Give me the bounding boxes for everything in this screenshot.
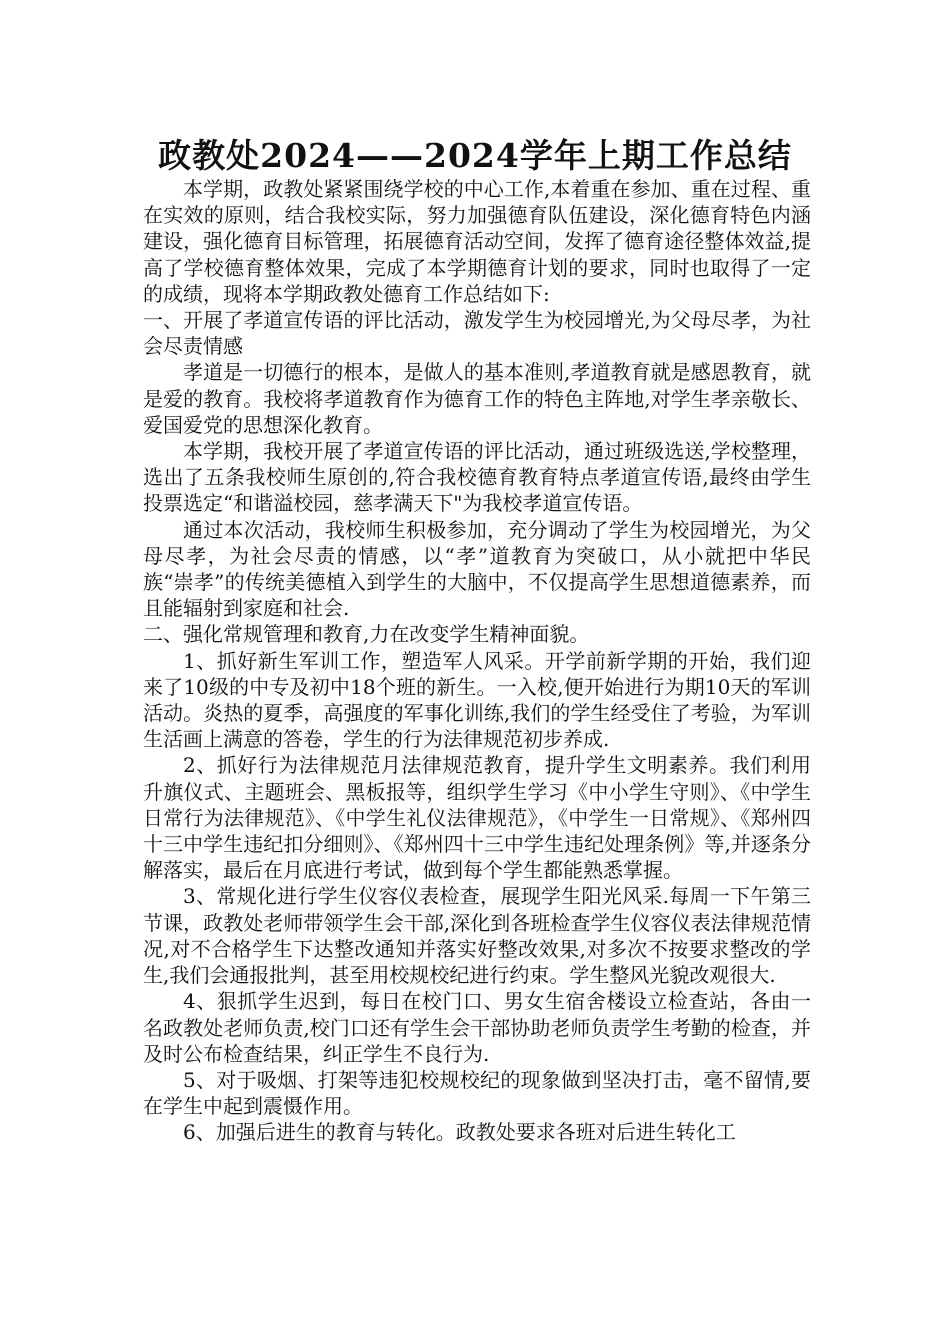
section-heading-1: 一、开展了孝道宣传语的评比活动，激发学生为校园增光,为父母尽孝，为社会尽责情感 bbox=[143, 308, 811, 359]
section-heading-2: 二、强化常规管理和教育,力在改变学生精神面貌。 bbox=[143, 622, 590, 647]
list-item: 6、加强后进生的教育与转化。政教处要求各班对后进生转化工 bbox=[183, 1120, 736, 1145]
list-item: 1、抓好新生军训工作，塑造军人风采。开学前新学期的开始，我们迎来了10级的中专及初中18个班的新生。一入校,便开始进行为期10天的军训活动。炎热的夏季，高强度的军事化训练,我们的学生经受住了考验，为军训生活画上满意的答卷，学生的行为法律规范初步养成. bbox=[143, 648, 811, 752]
paragraph: 本学期，我校开展了孝道宣传语的评比活动，通过班级选送,学校整理，选出了五条我校师生原创的,符合我校德育教育特点孝道宣传语,最终由学生投票选定“和谐溢校园，慈孝满天下"为我校孝道宣传语。 bbox=[143, 439, 811, 516]
paragraph: 孝道是一切德行的根本，是做人的基本准则,孝道教育就是感恩教育，就是爱的教育。我校将孝道教育作为德育工作的特色主阵地,对学生孝亲敬长、爱国爱党的思想深化教育。 bbox=[143, 360, 811, 437]
list-item: 3、常规化进行学生仪容仪表检查，展现学生阳光风采.每周一下午第三节课，政教处老师带领学生会干部,深化到各班检查学生仪容仪表法律规范情况,对不合格学生下达整改通知并落实好整改效果,对多次不按要求整改的学生,我们会通报批判，甚至用校规校纪进行约束。学生整风光貌改观很大. bbox=[143, 884, 811, 988]
list-item: 5、对于吸烟、打架等违犯校规校纪的现象做到坚决打击，毫不留情,要在学生中起到震慑作用。 bbox=[143, 1067, 811, 1119]
list-item: 4、狠抓学生迟到，每日在校门口、男女生宿舍楼设立检查站，各由一名政教处老师负责,校门口还有学生会干部协助老师负责学生考勤的检查，并及时公布检查结果，纠正学生不良行为. bbox=[143, 989, 811, 1066]
document-body bbox=[143, 176, 811, 1146]
list-item: 2、抓好行为法律规范月法律规范教育，提升学生文明素养。我们利用升旗仪式、主题班会、黑板报等，组织学生学习《中小学生守则》、《中学生日常行为法律规范》、《中学生礼仪法律规范》，《中学生一日常规》、《郑州四十三中学生违纪扣分细则》、《郑州四十三中学生违纪处理条例》等,并逐条分解落实，最后在月底进行考试，做到每个学生都能熟悉掌握。 bbox=[143, 753, 811, 883]
paragraph-intro: 本学期，政教处紧紧围绕学校的中心工作,本着重在参加、重在过程、重在实效的原则，结合我校实际，努力加强德育队伍建设，深化德育特色内涵建设，强化德育目标管理，拓展德育活动空间，发挥了德育途径整体效益,提高了学校德育整体效果，完成了本学期德育计划的要求，同时也取得了一定的成绩，现将本学期政教处德育工作总结如下: bbox=[143, 177, 811, 306]
paragraph: 通过本次活动，我校师生积极参加，充分调动了学生为校园增光，为父母尽孝，为社会尽责的情感，以“孝”道教育为突破口，从小就把中华民族“崇孝”的传统美德植入到学生的大脑中，不仅提高学生思想道德素养，而且能辐射到家庭和社会. bbox=[143, 517, 811, 621]
document-title: 政教处2024——2024学年上期工作总结 bbox=[158, 136, 792, 175]
